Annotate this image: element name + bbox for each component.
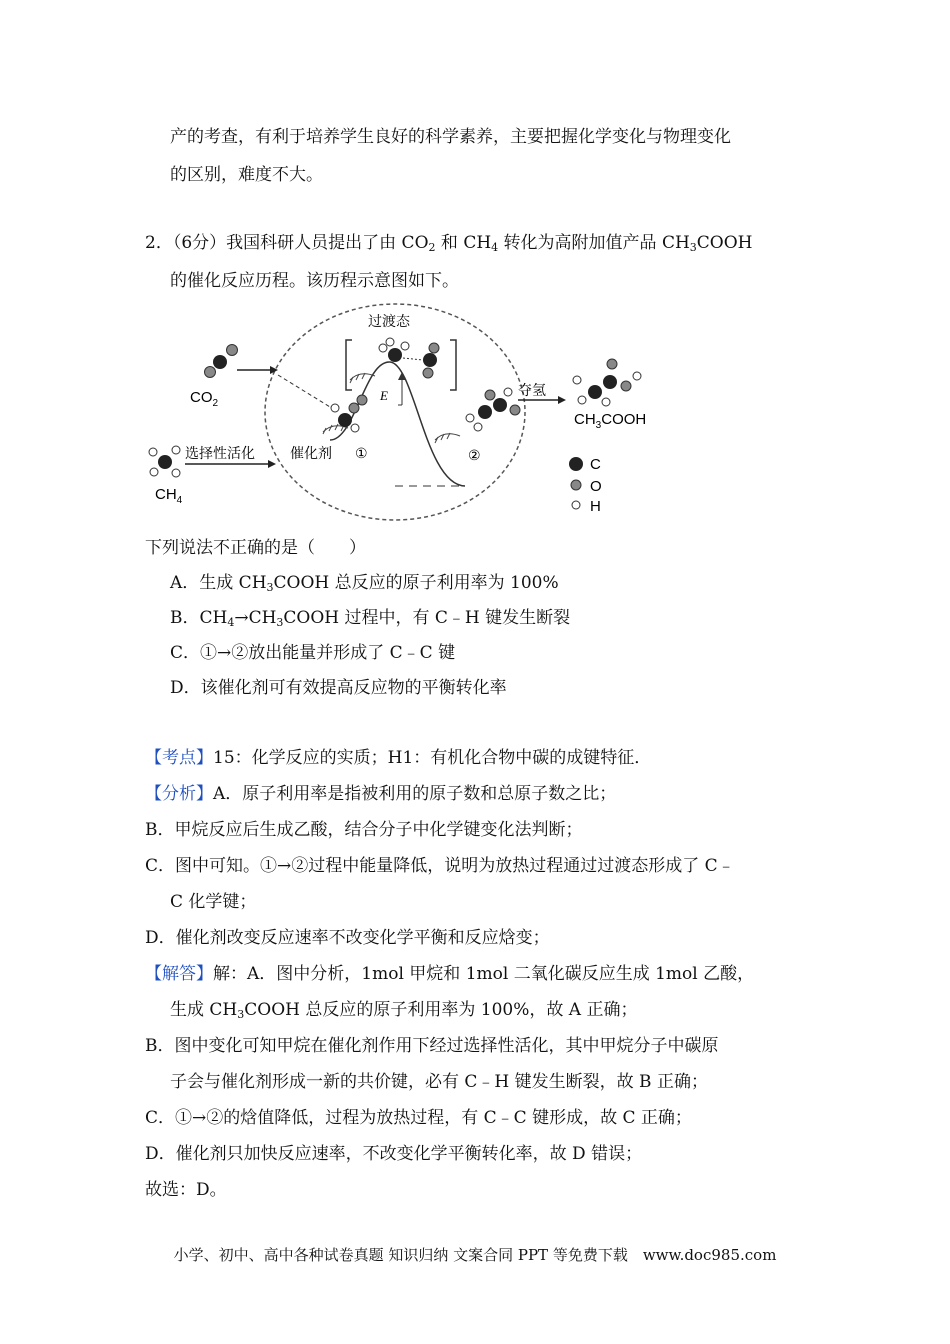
- jieda-text: 生成 CH: [170, 1000, 238, 1020]
- fenxi-line-c1: C．图中可知。①→②过程中能量降低，说明为放热过程通过过渡态形成了 C﹣: [145, 856, 735, 876]
- kaodian-line: [145, 747, 651, 769]
- catalyst-surface-2: [435, 433, 460, 443]
- legend: [569, 456, 602, 515]
- jieda-line-d: D．催化剂只加快反应速率，不改变化学平衡转化率，故 D 错误；: [145, 1144, 643, 1164]
- jieda-text: COOH 总反应的原子利用率为 100%，故 A 正确；: [244, 1000, 638, 1020]
- fenxi-tag: 【分析】: [145, 784, 213, 804]
- fenxi-line-b: B．甲烷反应后生成乙酸，结合分子中化学键变化法判断；: [145, 820, 583, 840]
- subscript: 4: [227, 616, 235, 629]
- option-text: COOH 总反应的原子利用率为 100%: [273, 573, 559, 593]
- jieda-line-b2: 子会与催化剂形成一新的共价键，必有 C﹣H 键发生断裂，故 B 正确；: [170, 1072, 708, 1092]
- co2-molecule: [205, 345, 238, 378]
- subscript: 3: [237, 1008, 245, 1021]
- jieda-line-c: C．①→②的焓值降低，过程为放热过程，有 C﹣C 键形成，故 C 正确；: [145, 1108, 692, 1128]
- page-footer: 小学、初中、高中各种试卷真题 知识归纳 文案合同 PPT 等免费下载 www.doc985.com: [173, 1246, 777, 1264]
- question-line-1: [145, 232, 753, 254]
- fenxi-line-c2: C 化学键；: [170, 892, 257, 912]
- ch4-molecule: [149, 446, 180, 477]
- option-text: COOH 过程中，有 C﹣H 键发生断裂: [283, 608, 571, 628]
- kaodian-text: 15：化学反应的实质；H1：有机化合物中碳的成键特征．: [213, 748, 652, 768]
- transition-state-label: 过渡态: [368, 313, 410, 329]
- product-label: $CH_3COOH$: [574, 411, 647, 431]
- product-molecule: [573, 359, 641, 406]
- jieda-line-b1: B．图中变化可知甲烷在催化剂作用下经过选择性活化，其中甲烷分子中碳原: [145, 1036, 719, 1056]
- fenxi-text: A．原子利用率是指被利用的原子数和总原子数之比；: [213, 784, 617, 804]
- reaction-diagram: [140, 300, 660, 525]
- subscript: 3: [276, 616, 284, 629]
- subscript: 2: [428, 241, 436, 254]
- catalyst-label: 催化剂: [290, 445, 332, 461]
- answer-line: 故选：D。: [145, 1180, 227, 1200]
- bracket-right: [450, 340, 456, 390]
- question-prompt: 下列说法不正确的是（ ）: [145, 538, 366, 558]
- option-text: A．生成 CH: [170, 573, 267, 593]
- option-b: [170, 607, 570, 629]
- svg-text:O: O: [590, 478, 602, 495]
- option-d: D．该催化剂可有效提高反应物的平衡转化率: [170, 678, 507, 698]
- step-2-label: ②: [468, 447, 481, 463]
- co2-dashed-path: [278, 375, 335, 410]
- jieda-line-a2: [170, 999, 637, 1021]
- ch4-arrowhead: [268, 460, 276, 468]
- question-points: （6分）: [172, 233, 227, 253]
- step-1-label: ①: [355, 445, 368, 461]
- kaodian-tag: 【考点】: [145, 748, 213, 768]
- question-text: 我国科研人员提出了由 CO: [226, 233, 429, 253]
- subscript: 3: [689, 241, 697, 254]
- ch4-label: $CH_4$: [155, 486, 183, 506]
- svg-text:H: H: [590, 498, 601, 515]
- selective-activation-label: 选择性活化: [185, 445, 255, 461]
- question-number: 2．: [145, 233, 173, 253]
- svg-text:C: C: [590, 456, 601, 473]
- subscript: 3: [266, 581, 274, 594]
- bracket-left: [346, 340, 352, 390]
- transition-state-molecule: [379, 338, 439, 378]
- question-text: COOH: [696, 233, 753, 253]
- option-text: →CH: [234, 608, 277, 628]
- question-line-2: 的催化反应历程。该历程示意图如下。: [170, 271, 459, 291]
- co2-label: $CO_2$: [190, 389, 219, 409]
- question-text: 和 CH: [435, 233, 492, 253]
- intermediate-2: [466, 388, 520, 431]
- intro-line-2: 的区别，难度不大。: [170, 165, 323, 185]
- question-text: 转化为高附加值产品 CH: [498, 233, 690, 253]
- energy-label: E: [380, 388, 388, 403]
- jieda-tag: 【解答】: [145, 964, 213, 984]
- dehydrogenation-label: 夺氢: [518, 382, 546, 398]
- jieda-text: 解：A．图中分析，1mol 甲烷和 1mol 二氧化碳反应生成 1mol 乙酸，: [213, 964, 755, 984]
- fenxi-line-d: D．催化剂改变反应速率不改变化学平衡和反应焓变；: [145, 928, 550, 948]
- fenxi-line-a: [145, 783, 616, 805]
- option-a: [170, 572, 559, 594]
- option-text: B．CH: [170, 608, 228, 628]
- subscript: 4: [491, 241, 499, 254]
- jieda-line-a1: [145, 963, 754, 985]
- option-c: C．①→②放出能量并形成了 C﹣C 键: [170, 643, 456, 663]
- intro-line-1: 产的考查，有利于培养学生良好的科学素养，主要把握化学变化与物理变化: [170, 127, 731, 147]
